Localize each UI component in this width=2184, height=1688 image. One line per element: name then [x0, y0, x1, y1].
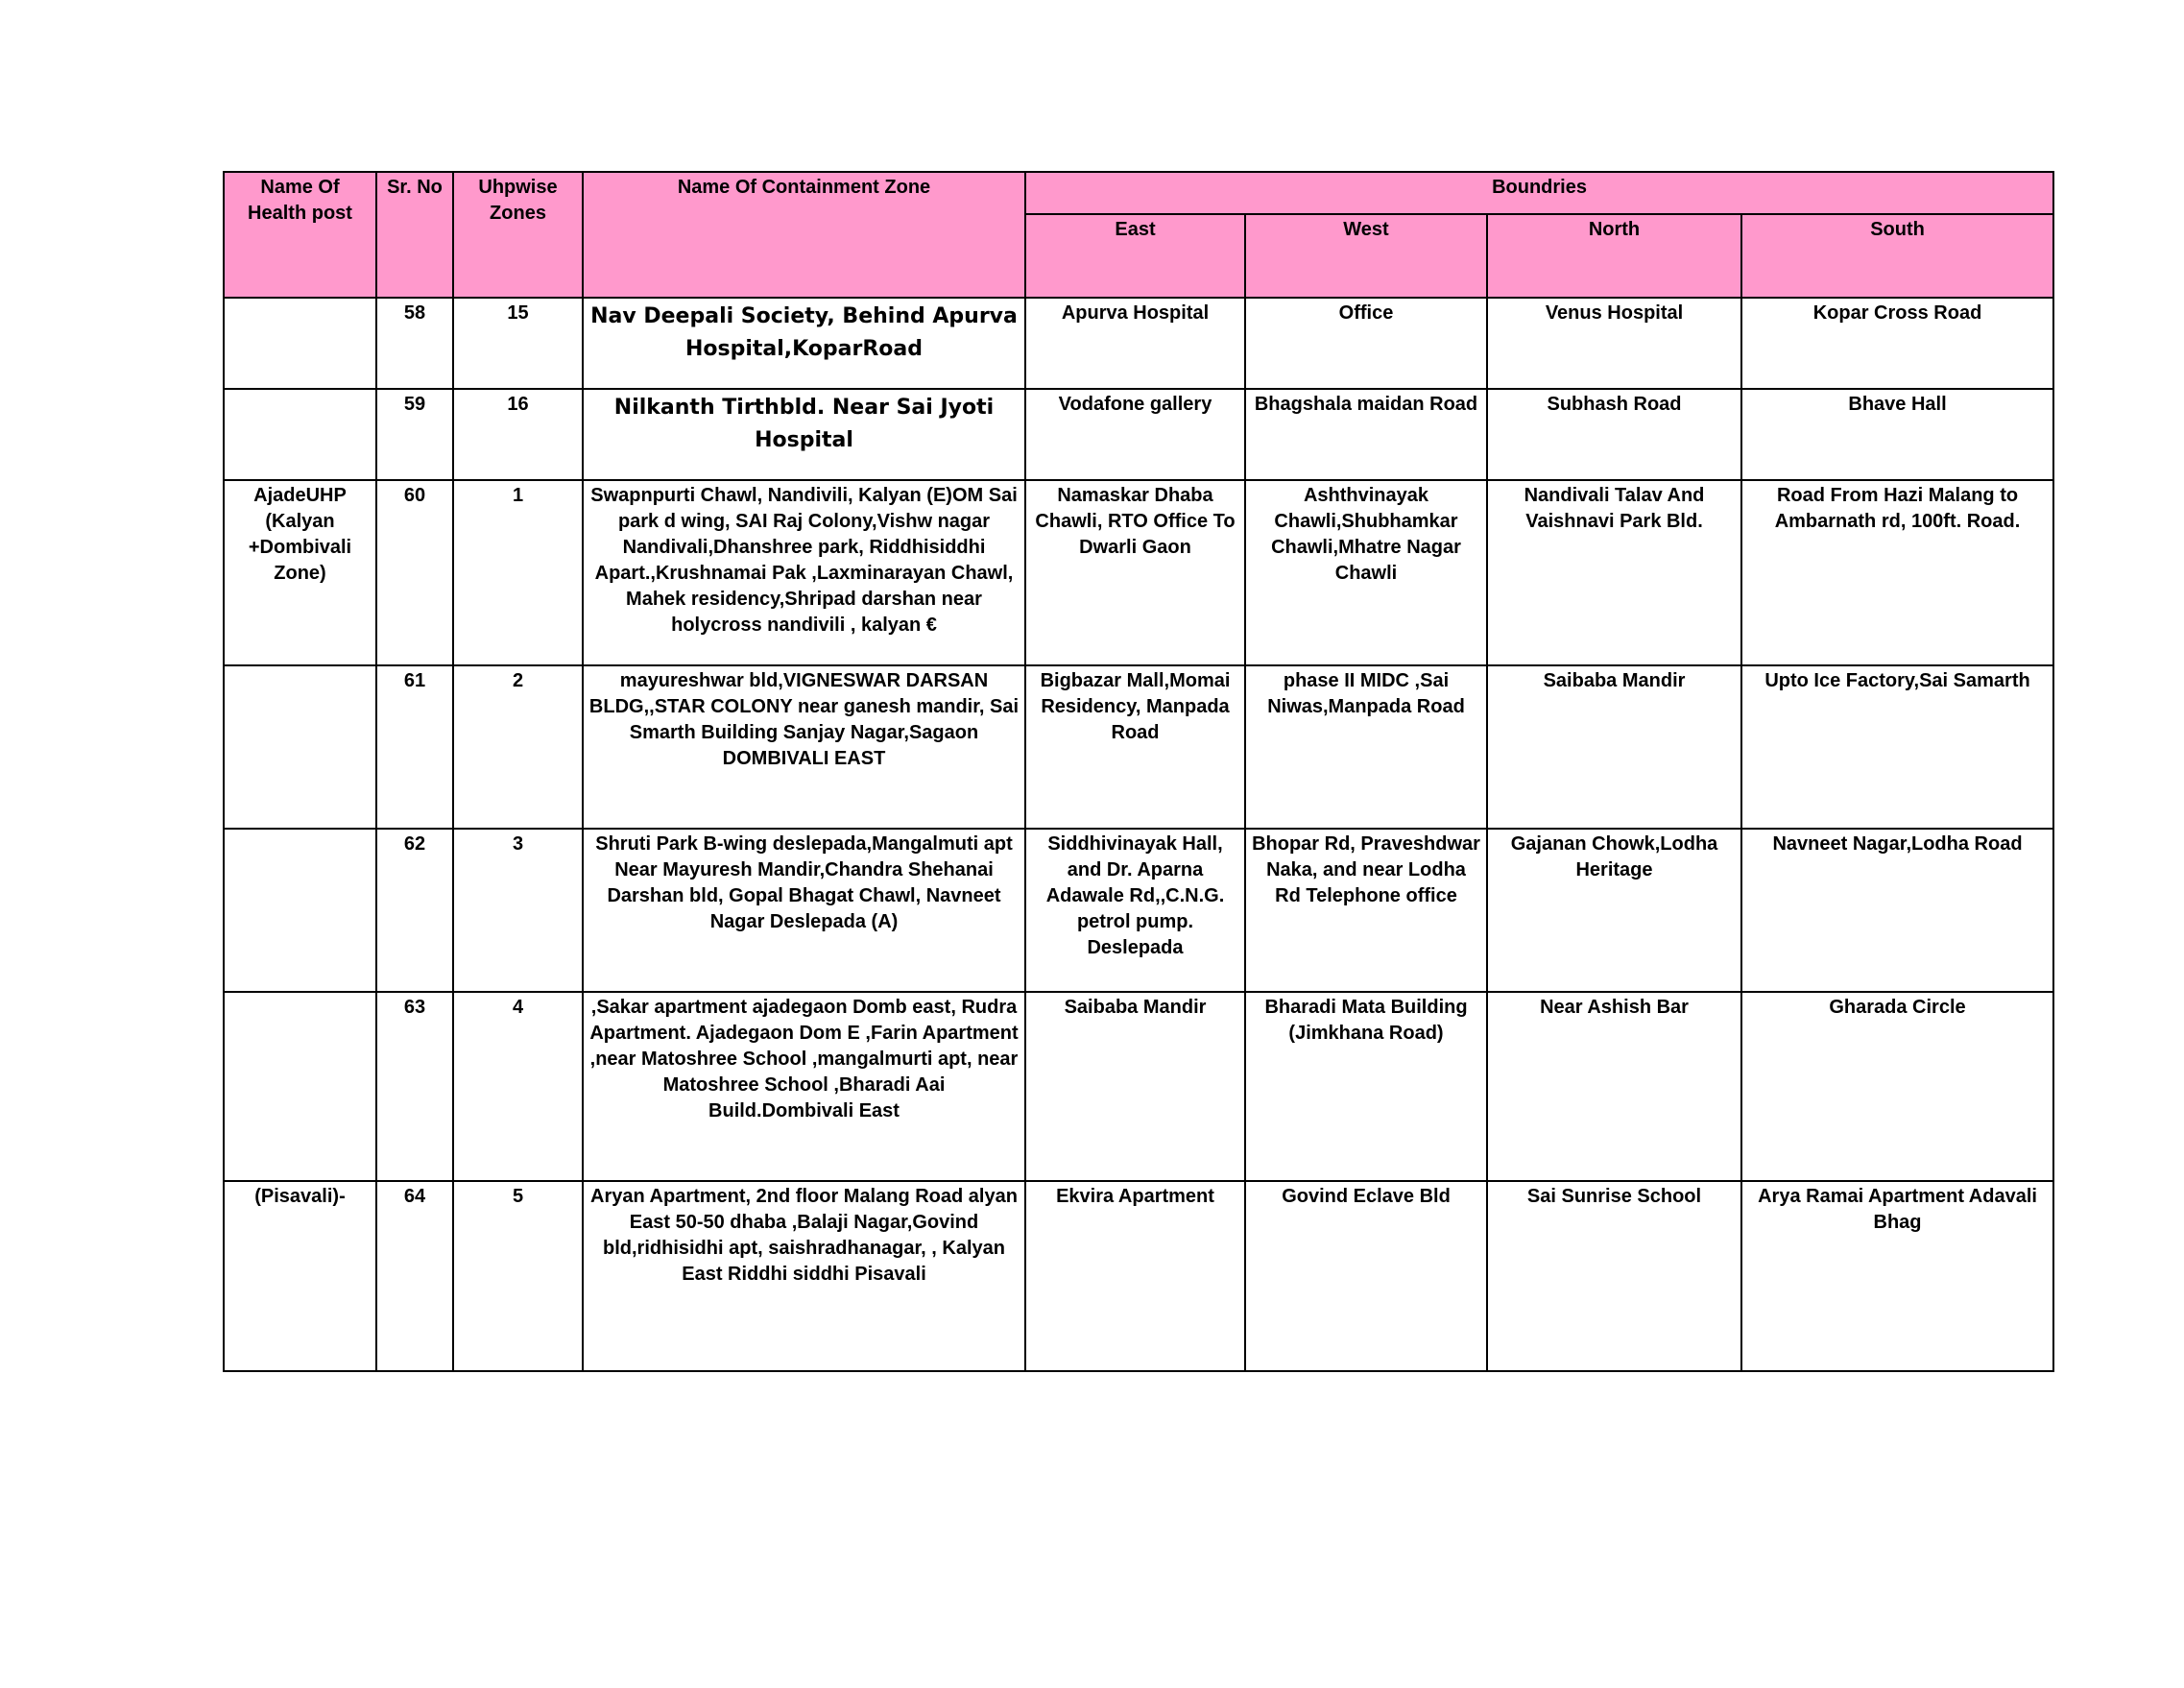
cell-south: Kopar Cross Road: [1741, 298, 2053, 389]
cell-west: Bhagshala maidan Road: [1245, 389, 1487, 480]
cell-east: Apurva Hospital: [1025, 298, 1245, 389]
cell-west: Govind Eclave Bld: [1245, 1181, 1487, 1371]
cell-north: Gajanan Chowk,Lodha Heritage: [1487, 829, 1741, 992]
cell-zone: 16: [453, 389, 583, 480]
cell-east: Namaskar Dhaba Chawli, RTO Office To Dwarli Gaon: [1025, 480, 1245, 665]
cell-health-post: [224, 829, 376, 992]
cell-health-post: AjadeUHP (Kalyan +Dombivali Zone): [224, 480, 376, 665]
cell-zone: 4: [453, 992, 583, 1181]
header-uhp-zones: Uhpwise Zones: [453, 172, 583, 298]
cell-zone: 15: [453, 298, 583, 389]
cell-west: Ashthvinayak Chawli,Shubhamkar Chawli,Mhatre Nagar Chawli: [1245, 480, 1487, 665]
header-north: North: [1487, 214, 1741, 298]
cell-east: Saibaba Mandir: [1025, 992, 1245, 1181]
table-row: [224, 665, 2053, 829]
cell-zone-name: mayureshwar bld,VIGNESWAR DARSAN BLDG,,STAR COLONY near ganesh mandir, Sai Smarth Building Sanjay Nagar,Sagaon DOMBIVALI EAST: [583, 665, 1025, 829]
table-row: [224, 298, 2053, 389]
cell-sr-no: 58: [376, 298, 453, 389]
cell-west: Bhopar Rd, Praveshdwar Naka, and near Lodha Rd Telephone office: [1245, 829, 1487, 992]
cell-zone: 2: [453, 665, 583, 829]
cell-north: Venus Hospital: [1487, 298, 1741, 389]
cell-north: Near Ashish Bar: [1487, 992, 1741, 1181]
cell-zone-name: Swapnpurti Chawl, Nandivili, Kalyan (E)OM Sai park d wing, SAI Raj Colony,Vishw nagar Nandivali,Dhanshree park, Riddhisiddhi Apart.,Krushnamai Pak ,Laxminarayan Chawl, Mahek residency,Shripad darshan near holycross nandivili , kalyan €: [583, 480, 1025, 665]
cell-zone-name: Nav Deepali Society, Behind Apurva Hospital,KoparRoad: [583, 298, 1025, 389]
cell-sr-no: 61: [376, 665, 453, 829]
cell-east: Ekvira Apartment: [1025, 1181, 1245, 1371]
cell-west: Bharadi Mata Building (Jimkhana Road): [1245, 992, 1487, 1181]
cell-south: Navneet Nagar,Lodha Road: [1741, 829, 2053, 992]
containment-zone-table: [223, 171, 2054, 1372]
cell-east: Vodafone gallery: [1025, 389, 1245, 480]
table-header: [224, 172, 2053, 298]
table-row: [224, 992, 2053, 1181]
table-row: [224, 480, 2053, 665]
cell-health-post: [224, 389, 376, 480]
header-east: East: [1025, 214, 1245, 298]
cell-south: Bhave Hall: [1741, 389, 2053, 480]
cell-zone: 1: [453, 480, 583, 665]
cell-west: Office: [1245, 298, 1487, 389]
cell-zone-name: ,Sakar apartment ajadegaon Domb east, Rudra Apartment. Ajadegaon Dom E ,Farin Apartment ,near Matoshree School ,mangalmurti apt, near Matoshree School ,Bharadi Aai Build.Dombivali East: [583, 992, 1025, 1181]
cell-east: Bigbazar Mall,Momai Residency, Manpada Road: [1025, 665, 1245, 829]
cell-zone-name: Shruti Park B-wing deslepada,Mangalmuti apt Near Mayuresh Mandir,Chandra Shehanai Darshan bld, Gopal Bhagat Chawl, Navneet Nagar Deslepada (A): [583, 829, 1025, 992]
cell-south: Gharada Circle: [1741, 992, 2053, 1181]
cell-zone: 3: [453, 829, 583, 992]
cell-sr-no: 63: [376, 992, 453, 1181]
cell-health-post: (Pisavali)-: [224, 1181, 376, 1371]
table-row: [224, 1181, 2053, 1371]
header-boundaries: Boundries: [1025, 172, 2053, 214]
cell-health-post: [224, 298, 376, 389]
cell-north: Subhash Road: [1487, 389, 1741, 480]
cell-health-post: [224, 992, 376, 1181]
cell-zone-name: Nilkanth Tirthbld. Near Sai Jyoti Hospital: [583, 389, 1025, 480]
cell-east: Siddhivinayak Hall, and Dr. Aparna Adawale Rd,,C.N.G. petrol pump. Deslepada: [1025, 829, 1245, 992]
cell-sr-no: 60: [376, 480, 453, 665]
cell-north: Saibaba Mandir: [1487, 665, 1741, 829]
cell-north: Sai Sunrise School: [1487, 1181, 1741, 1371]
header-south: South: [1741, 214, 2053, 298]
cell-zone-name: Aryan Apartment, 2nd floor Malang Road alyan East 50-50 dhaba ,Balaji Nagar,Govind bld,ridhisidhi apt, saishradhanagar, , Kalyan East Riddhi siddhi Pisavali: [583, 1181, 1025, 1371]
cell-west: phase II MIDC ,Sai Niwas,Manpada Road: [1245, 665, 1487, 829]
table-row: [224, 389, 2053, 480]
cell-south: Arya Ramai Apartment Adavali Bhag: [1741, 1181, 2053, 1371]
cell-zone: 5: [453, 1181, 583, 1371]
cell-sr-no: 59: [376, 389, 453, 480]
header-sr-no: Sr. No: [376, 172, 453, 298]
cell-health-post: [224, 665, 376, 829]
cell-sr-no: 62: [376, 829, 453, 992]
table-body: [224, 298, 2053, 1371]
cell-south: Upto Ice Factory,Sai Samarth: [1741, 665, 2053, 829]
header-west: West: [1245, 214, 1487, 298]
header-containment-zone: Name Of Containment Zone: [583, 172, 1025, 298]
cell-sr-no: 64: [376, 1181, 453, 1371]
cell-south: Road From Hazi Malang to Ambarnath rd, 100ft. Road.: [1741, 480, 2053, 665]
header-health-post: Name Of Health post: [224, 172, 376, 298]
cell-north: Nandivali Talav And Vaishnavi Park Bld.: [1487, 480, 1741, 665]
table-row: [224, 829, 2053, 992]
